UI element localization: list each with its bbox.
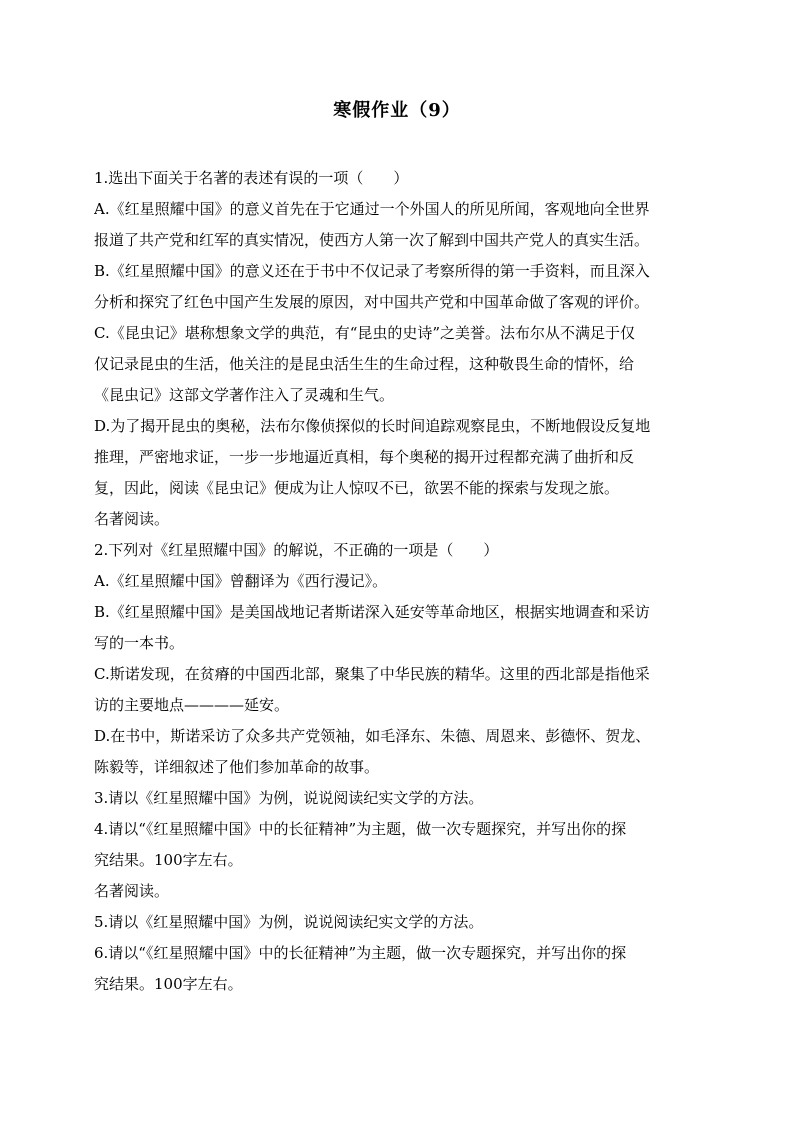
text-line: 2.下列对《红星照耀中国》的解说，不正确的一项是（ ） bbox=[94, 541, 499, 559]
text-line: 陈毅等，详细叙述了他们参加革命的故事。 bbox=[94, 758, 380, 776]
text-line: 报道了共产党和红军的真实情况，使西方人第一次了解到中国共产党人的真实生活。 bbox=[94, 231, 650, 249]
text-line: 6.请以“《红星照耀中国》中的长征精神”为主题，做一次专题探究，并写出你的探 bbox=[94, 944, 627, 962]
text-line: 访的主要地点————延安。 bbox=[94, 696, 290, 714]
text-line: 仅记录昆虫的生活，他关注的是昆虫活生生的生命过程，这种敬畏生命的情怀，给 bbox=[94, 355, 635, 373]
text-line: 名著阅读。 bbox=[94, 510, 170, 528]
text-line: C.斯诺发现，在贫瘠的中国西北部，聚集了中华民族的精华。这里的西北部是指他采 bbox=[94, 665, 650, 683]
text-line: 5.请以《红星照耀中国》为例，说说阅读纪实文学的方法。 bbox=[94, 913, 484, 931]
text-line: A.《红星照耀中国》的意义首先在于它通过一个外国人的所见所闻，客观地向全世界 bbox=[94, 200, 650, 218]
text-line: 1.选出下面关于名著的表述有误的一项（ ） bbox=[94, 169, 409, 187]
text-line: 分析和探究了红色中国产生发展的原因，对中国共产党和中国革命做了客观的评价。 bbox=[94, 293, 650, 311]
text-line: 究结果。100字左右。 bbox=[94, 975, 243, 993]
text-line: A.《红星照耀中国》曾翻译为《西行漫记》。 bbox=[94, 572, 388, 590]
text-line: 复，因此，阅读《昆虫记》便成为让人惊叹不已，欲罢不能的探索与发现之旅。 bbox=[94, 479, 620, 497]
page-title: 寒假作业（9） bbox=[333, 100, 461, 121]
text-line: 《昆虫记》这部文学著作注入了灵魂和生气。 bbox=[94, 386, 395, 404]
text-line: D.为了揭开昆虫的奥秘，法布尔像侦探似的长时间追踪观察昆虫，不断地假设反复地 bbox=[94, 417, 651, 435]
text-line: 名著阅读。 bbox=[94, 882, 170, 900]
text-line: 究结果。100字左右。 bbox=[94, 851, 243, 869]
text-line: 写的一本书。 bbox=[94, 634, 185, 652]
text-line: B.《红星照耀中国》的意义还在于书中不仅记录了考察所得的第一手资料，而且深入 bbox=[94, 262, 650, 280]
document-body bbox=[94, 163, 700, 1000]
text-line: B.《红星照耀中国》是美国战地记者斯诺深入延安等革命地区，根据实地调查和采访 bbox=[94, 603, 650, 621]
text-line: D.在书中，斯诺采访了众多共产党领袖，如毛泽东、朱德、周恩来、彭德怀、贺龙、 bbox=[94, 727, 651, 745]
text-line: 推理，严密地求证，一步一步地逼近真相，每个奥秘的揭开过程都充满了曲折和反 bbox=[94, 448, 635, 466]
text-line: 4.请以“《红星照耀中国》中的长征精神”为主题，做一次专题探究，并写出你的探 bbox=[94, 820, 627, 838]
text-line: C.《昆虫记》堪称想象文学的典范，有“昆虫的史诗”之美誉。法布尔从不满足于仅 bbox=[94, 324, 636, 342]
text-line: 3.请以《红星照耀中国》为例，说说阅读纪实文学的方法。 bbox=[94, 789, 484, 807]
